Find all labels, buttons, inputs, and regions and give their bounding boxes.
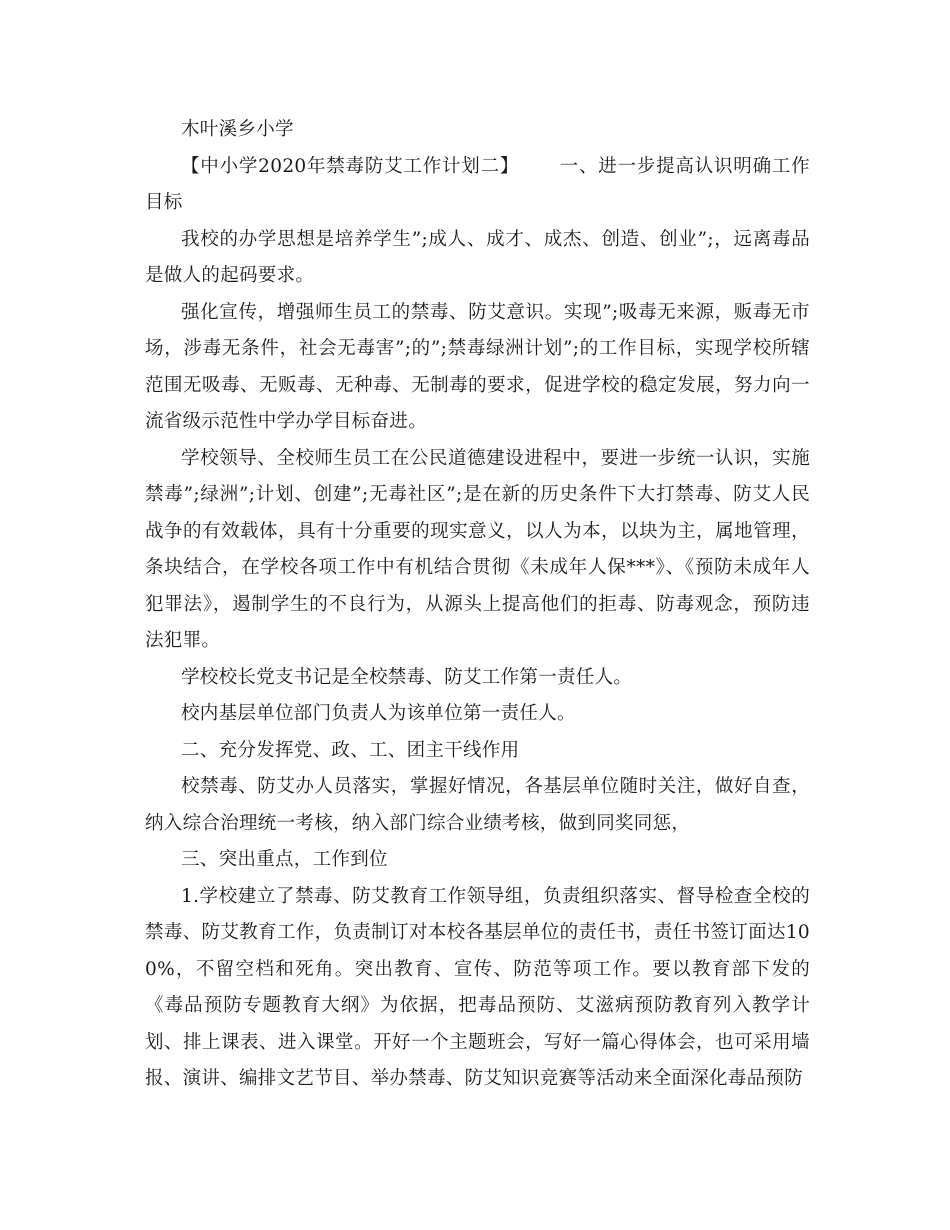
paragraph-4: 学校校长党支书记是全校禁毒、防艾工作第一责任人。 — [181, 666, 633, 688]
section-heading — [145, 149, 810, 222]
paragraph-1: 我校的办学思想是培养学生”;成人、成才、成杰、创造、创业”;，远离毒品是做人的起码要求。 — [145, 228, 810, 286]
paragraph-6: 校禁毒、防艾办人员落实，掌握好情况，各基层单位随时关注，做好自查，纳入综合治理统一考核，纳入部门综合业绩考核，做到同奖同惩， — [145, 776, 810, 834]
paragraph-7: 1.学校建立了禁毒、防艾教育工作领导组，负责组织落实、督导检查全校的禁毒、防艾教育工作，负责制订对本校各基层单位的责任书，责任书签订面达100%，不留空档和死角。突出教育、宣传、防范等项工作。要以教育部下发的《毒品预防专题教育大纲》为依据，把毒品预防、艾滋病预防教育列入教学计划、排上课表、进入课堂。开好一个主题班会，写好一篇心得体会，也可采用墙报、演讲、编排文艺节目、举办禁毒、防艾知识竞赛等活动来全面深化毒品预防 — [145, 885, 810, 1089]
paragraph-3: 学校领导、全校师生员工在公民道德建设进程中，要进一步统一认识，实施禁毒”;绿洲”;计划、创建”;无毒社区”;是在新的历史条件下大打禁毒、防艾人民战争的有效载体，具有十分重要的现实意义，以人为本，以块为主，属地管理，条块结合，在学校各项工作中有机结合贯彻《未成年人保***》、《预防未成年人犯罪法》，遏制学生的不良行为，从源头上提高他们的拒毒、防毒观念，预防违法犯罪。 — [145, 447, 810, 651]
paragraph-2: 强化宣传，增强师生员工的禁毒、防艾意识。实现”;吸毒无来源，贩毒无市场，涉毒无条件，社会无毒害”;的”;禁毒绿洲计划”;的工作目标，实现学校所辖范围无吸毒、无贩毒、无种毒、无制毒的要求，促进学校的稳定发展，努力向一流省级示范性中学办学目标奋进。 — [145, 301, 810, 432]
section-heading-2: 二、充分发挥党、政、工、团主干线作用 — [181, 739, 520, 761]
school-name: 木叶溪乡小学 — [181, 119, 294, 140]
paragraph-5: 校内基层单位部门负责人为该单位第一责任人。 — [181, 703, 576, 724]
document-body — [145, 112, 810, 1098]
section-heading-3: 三、突出重点，工作到位 — [181, 849, 388, 870]
plan-title: 【中小学2020年禁毒防艾工作计划二】 — [181, 155, 520, 177]
first-section-heading: 一、进一步提高认识明确工作目标 — [145, 155, 810, 213]
